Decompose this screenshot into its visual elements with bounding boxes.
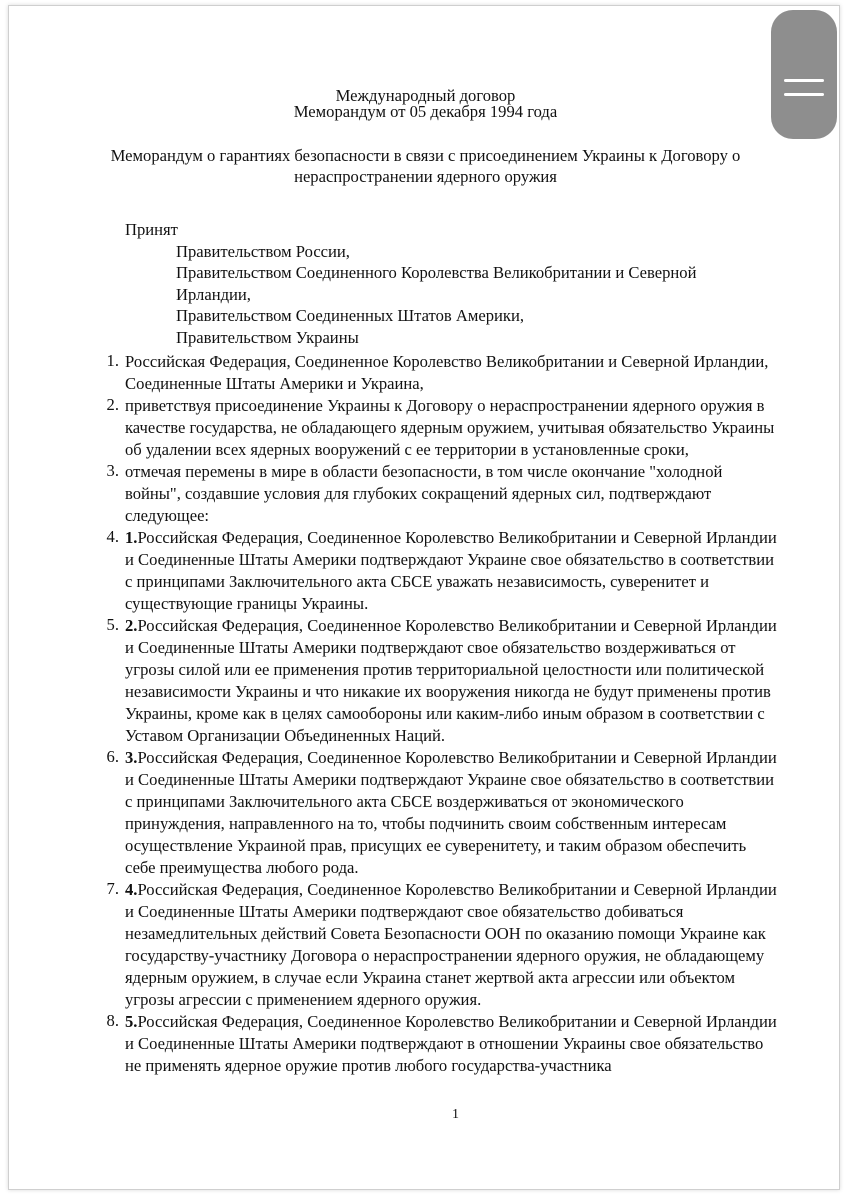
list-item xyxy=(0,395,851,461)
list-item xyxy=(0,1011,851,1077)
list-item xyxy=(0,351,851,395)
list-item xyxy=(0,879,851,1011)
doc-date: Меморандум от 05 декабря 1994 года xyxy=(293,102,558,121)
list-item-number: 1. xyxy=(106,351,119,370)
doc-subject-line: Меморандум о гарантиях безопасности в связи с присоединением Украины к Договору о xyxy=(110,146,741,165)
party: Правительством России, xyxy=(176,241,350,261)
clause-number: 2. xyxy=(125,616,138,635)
clause-number: 4. xyxy=(125,880,138,899)
doc-subject xyxy=(0,146,851,187)
party-cont: Ирландии, xyxy=(176,284,251,304)
accepted-label: Принят xyxy=(125,220,178,239)
numbered-list xyxy=(0,351,851,1077)
list-item xyxy=(0,527,851,615)
list-item-text: Российская Федерация, Соединенное Королевство Великобритании и Северной Ирландии, Соединенные Штаты Америки и Украина, xyxy=(125,352,769,393)
clause-number: 1. xyxy=(125,528,138,547)
menu-icon xyxy=(784,79,824,82)
party: Правительством Соединенного Королевства Великобритании и Северной xyxy=(176,263,697,282)
list-item-text: 4.Российская Федерация, Соединенное Королевство Великобритании и Северной Ирландии и Соединенные Штаты Америки подтверждают свое обязательство добиваться незамедлительных действий Совета Безопасности ООН по оказанию помощи Украине как государству-участнику Договора о нераспространении ядерного оружия, не обладающему ядерным оружием, в случае если Украина станет жертвой акта агрессии или объектом угрозы агрессии с применением ядерного оружия. xyxy=(125,880,777,1009)
list-item-number: 6. xyxy=(106,747,119,766)
list-item xyxy=(0,615,851,747)
list-item-text: отмечая перемены в мире в области безопасности, в том числе окончание "холодной войны", создавшие условия для глубоких сокращений ядерных сил, подтверждают следующее: xyxy=(125,462,723,525)
list-item-text: 2.Российская Федерация, Соединенное Королевство Великобритании и Северной Ирландии и Соединенные Штаты Америки подтверждают свое обязательство воздерживаться от угрозы силой или ее применения против территориальной целостности или политической независимости Украины и что никакие их вооружения никогда не будут применены против Украины, кроме как в целях самообороны или каким-либо иным образом в соответствии с Уставом Организации Объединенных Наций. xyxy=(125,616,777,745)
accepted-block xyxy=(125,219,696,348)
doc-subject-line: нераспространении ядерного оружия xyxy=(294,166,557,186)
doc-type: Международный договор xyxy=(335,86,516,105)
clause-number: 3. xyxy=(125,748,138,767)
list-item-number: 4. xyxy=(106,527,119,546)
list-item-number: 8. xyxy=(106,1011,119,1030)
list-item-text: 5.Российская Федерация, Соединенное Королевство Великобритании и Северной Ирландии и Соединенные Штаты Америки подтверждают в отношении Украины свое обязательство не применять ядерное оружие против любого государства-участника xyxy=(125,1012,777,1075)
list-item-number: 5. xyxy=(106,615,119,634)
clause-number: 5. xyxy=(125,1012,138,1031)
list-item-text: приветствуя присоединение Украины к Договору о нераспространении ядерного оружия в качестве государства, не обладающего ядерным оружием, учитывая обязательство Украины об удалении всех ядерных вооружений с ее территории в установленные сроки, xyxy=(125,396,775,459)
list-item-number: 7. xyxy=(106,879,119,898)
list-item-number: 2. xyxy=(106,395,119,414)
list-item-text: 3.Российская Федерация, Соединенное Королевство Великобритании и Северной Ирландии и Соединенные Штаты Америки подтверждают Украине свое обязательство в соответствии с принципами Заключительного акта СБСЕ воздерживаться от экономического принуждения, направленного на то, чтобы подчинить своим собственным интересам осуществление Украиной прав, присущих ее суверенитету, и таким образом обеспечить себе преимущества любого рода. xyxy=(125,748,777,877)
party: Правительством Украины xyxy=(176,327,359,347)
list-item xyxy=(0,461,851,527)
list-item-text: 1.Российская Федерация, Соединенное Королевство Великобритании и Северной Ирландии и Соединенные Штаты Америки подтверждают Украине свое обязательство в соответствии с принципами Заключительного акта СБСЕ уважать независимость, суверенитет и существующие границы Украины. xyxy=(125,528,777,613)
list-item xyxy=(0,747,851,879)
page-number: 1 xyxy=(452,1107,459,1122)
list-item-number: 3. xyxy=(106,461,119,480)
party: Правительством Соединенных Штатов Америки, xyxy=(176,306,524,325)
